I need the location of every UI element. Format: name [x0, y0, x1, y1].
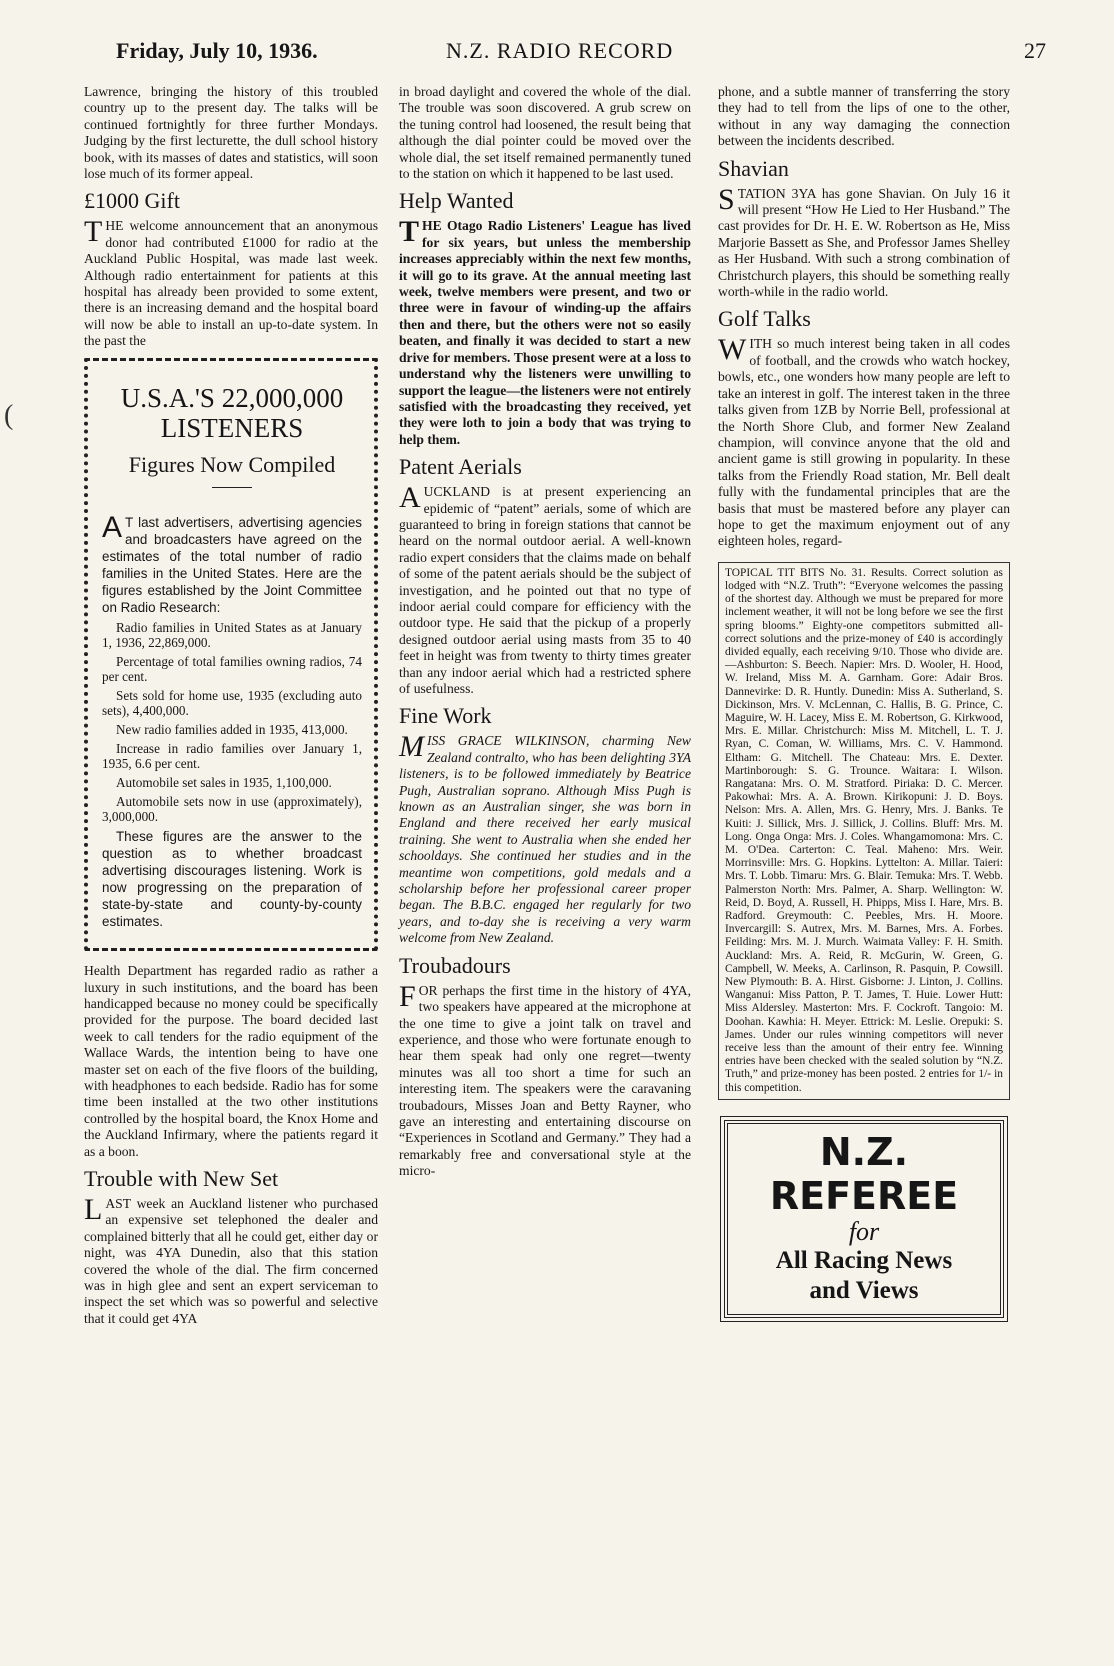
headline-patent: Patent Aerials — [399, 454, 522, 480]
article-paragraph: THE welcome announcement that an anonymous donor had contributed £1000 for radio at the Auckland Public Hospital, was made last week. Although radio entertainment for patients at this hospital has already been provided to some extent, there is an increasing demand and the hospital board will now be able to install an up-to-date system. In the past the — [84, 215, 378, 349]
article-paragraph: AUCKLAND is at present experiencing an epidemic of “patent” aerials, some of which are guaranteed to bring in foreign stations that cannot be heard on the normal outdoor aerial. A well-known radio expert considers that the claims made on behalf of some of the patent aerials should be the subject of investigation, and he pointed out that no type of indoor aerial could compare for efficiency with the outdoor type. He said that the pickup of a properly designed outdoor aerial using masts from 35 to 40 feet in height was from twenty to thirty times greater than any indoor aerial which had a restricted sphere of usefulness. — [399, 481, 691, 696]
headline-troubadours: Troubadours — [399, 952, 511, 978]
article-paragraph: phone, and a subtle manner of transferring the story they had to tell from the lips of one to the other, without in any way damaging the connection between the incidents described. — [718, 84, 1010, 149]
column-3 — [718, 84, 1010, 1318]
article-paragraph: LAST week an Auckland listener who purchased an expensive set telephoned the dealer and complained bitterly that all he could get, either day or night, was 4YA Dunedin, also that this station covered the whole of the dial. The firm concerned was in high glee and sent an expert serviceman to inspect the set which was so powerful and selective that it could get 4YA — [84, 1192, 378, 1326]
article-paragraph: in broad daylight and covered the whole of the dial. The trouble was soon discovered. A grub screw on the tuning control had loosened, the result being that although the dial pointer could be moved over the whole dial, the set itself remained permanently tuned to the station on which it happened to be last used. — [399, 84, 691, 182]
publication-title: N.Z. RADIO RECORD — [446, 38, 674, 63]
headline-gift: £1000 Gift — [84, 188, 180, 214]
divider — [212, 487, 252, 488]
column-1 — [84, 84, 378, 1331]
box-lead: AT last advertisers, advertising agencies and broadcasters have agreed on the estimates of the total number of radio families in the United States. Here are the figures established by the Joint Committee on Radio Research: — [102, 511, 362, 616]
headline-shavian: Shavian — [718, 155, 789, 181]
box-subtitle: Figures Now Compiled — [128, 451, 336, 477]
article-paragraph: FOR perhaps the first time in the history of 4YA, two speakers have appeared at the microphone at the one time to give a joint talk on travel and experience, and those who were fortunate enough to hear them speak had only one regret—twenty minutes was all too short a time for such an interesting item. The speakers were the caravaning troubadours, Misses Joan and Betty Rayner, who gave an interesting and entertaining discourse on “Experiences in Scotland and Germany.” They had a remarkably free and conversational style at the micro- — [399, 979, 691, 1179]
headline-trouble: Trouble with New Set — [84, 1165, 279, 1191]
box-closing: These figures are the answer to the question as to whether broadcast advertising discourages listening. Work is now progressing on the preparation of state-by-state and county-by-county estimates. — [102, 829, 362, 930]
box-figure: Automobile set sales in 1935, 1,100,000. — [116, 775, 332, 791]
tit-bits-results: TOPICAL TIT BITS No. 31. Results. Correct solution as lodged with “N.Z. Truth”: “Everyone welcomes the passing of the shortest day. Although we must be prepared for more inclement weather, it will not be long before we see the first spring blooms.” Eighty-one competitors submitted all-correct solutions and the prize-money of £40 is accordingly divided equally, each receiving 9/10. Those who divide are.—Ashburton: S. Beech. Napier: Mrs. D. Wooler, H. Hood, W. Ireland, Miss M. A. Garnham. Gore: Adair Bros. Dannevirke: D. R. Huntly. Dunedin: Miss A. Sutherland, S. Dickinson, Mrs. V. McLennan, C. Hallis, B. G. Prince, C. Maguire, W. H. Lacey, Miss E. M. Robertson, G. Kirkwood, Mrs. E. Millar. Christchurch: Miss M. Mitchell, L. T. J. Ryan, C. Coman, W. Williams, Mrs. C. V. Hammond. Eltham: G. Mitchell. The Chateau: Mrs. E. Dexter. Martinborough: S. G. Trounce. Waitara: I. Wilson. Rangatana: Mrs. O. M. Stratford. Piriaka: D. C. Mercer. Pakowhai: Mrs. A. A. Brown. Kirikopuni: J. D. Boys. Nelson: Mrs. A. Allen, Mrs. G. Henry, Mrs. J. Banks. Te Kuiti: J. Sillick, Mrs. J. Sillick, J. Collins. Bluff: Mrs. M. Long. Onga Onga: Mrs. J. Coles. Whangamomona: Mrs. C. M. O'Dea. Carterton: C. Teal. Maheno: Mrs. Weir. Morrinsville: Mrs. G. Hopkins. Lyttelton: A. Millar. Taieri: Mrs. T. Lobb. Timaru: Mrs. G. Blair. Temuka: Mrs. T. Webb. Palmerston North: Mrs. Palmer, A. Sharp. Wellington: W. Reid, D. Boyd, A. Russell, H. Phipps, Miss I. Hare, Mrs. B. Radford. Greymouth: C. Peebles, Mrs. H. Moore. Invercargill: S. Autrex, Mrs. M. Barnes, Mrs. A. Forbes. Feilding: Mrs. M. J. Murch. Waimata Valley: F. H. Smith. Auckland: Mrs. A. Reid, R. McGurin, W. Green, G. Campbell, W. Meeks, A. Carlinson, R. Pasquin, P. Cowsill. New Plymouth: B. A. Hirst. Gisborne: J. Linton, J. Collins. Wanganui: Miss Patton, P. T. James, T. Huie. Lower Hutt: Miss Aldersley. Masterton: Mrs. F. Cockroft. Tangoio: M. Doohan. Kawhia: H. Meyer. Ettrick: M. Leslie. Orepuki: S. James. Under our rules winning competitors will never receive less than the amount of their entry fee. Winning entries have been checked with the sealed solution by “N.Z. Truth,” and prize-money has been posted. 2 entries for 1/- in this competition. — [718, 562, 1010, 1100]
ad-line: All Racing News — [775, 1246, 953, 1274]
page-number: 27 — [1024, 38, 1046, 63]
headline-fine: Fine Work — [399, 703, 492, 729]
article-paragraph: Health Department has regarded radio as rather a luxury in such institutions, and the board has been handicapped because no money could be specifically provided for the purpose. The board decided last week to call tenders for the radio equipment of the Wallace Wards, the intention being to have one master set on each of the five floors of the building, with headphones to each bedside. Radio has for some time been installed at the two other institutions controlled by the hospital board, the Knox Home and the Auckland Infirmary, where the patients regard it as a boon. — [84, 963, 378, 1159]
article-paragraph: MISS GRACE WILKINSON, charming New Zealand contralto, who has been delighting 3YA listeners, is to be followed immediately by Beatrice Pugh, Australian soprano. Although Miss Pugh is known as an Australian singer, she was born in England and there received her early musical training. She went to Australia when she ended her schooldays. She continued her studies and in the meantime won competitions, gold medals and a scholarship before her professional career proper began. The B.B.C. engaged her regularly for two years, and to-day she is receiving a very warm welcome from New Zealand. — [399, 730, 691, 946]
column-2 — [399, 84, 691, 1184]
ad-brand: N.Z. REFEREE — [769, 1129, 959, 1218]
page-header — [116, 38, 1046, 68]
box-figure: Sets sold for home use, 1935 (excluding auto sets), 4,400,000. — [102, 688, 362, 719]
issue-date: Friday, July 10, 1936. — [116, 38, 318, 63]
listeners-box — [84, 358, 378, 951]
box-title: U.S.A.'S 22,000,000 LISTENERS — [120, 382, 344, 443]
article-paragraph: Lawrence, bringing the history of this troubled country up to the present day. The talks will be continued fortnightly for three further Mondays. Judging by the first lecturette, the dull school history book, with its masses of dates and statistics, will soon lose much of its former appeal. — [84, 84, 378, 182]
referee-advertisement — [724, 1120, 1004, 1318]
article-paragraph: THE Otago Radio Listeners' League has lived for six years, but unless the membership increases appreciably within the next few months, it will go to its grave. At the annual meeting last week, twelve members were present, and two or three were in favour of winding-up the affairs then and there, but the others were not so easily beaten, and finally it was decided to start a new drive for members. Those present were at a loss to understand why the listeners were unwilling to support the league—the listeners were not entirely satisfied with the broadcasting they received, yet they were loth to join a body that was trying to help them. — [399, 215, 691, 447]
article-paragraph: STATION 3YA has gone Shavian. On July 16 it will present “How He Lied to Her Husband.” The cast provides for Dr. H. E. W. Robertson as He, Miss Marjorie Bassett as She, and Professor James Shelley as Her Husband. With such a strong combination of Christchurch players, this should be something really worth-while in the radio world. — [718, 182, 1010, 300]
article-paragraph: WITH so much interest being taken in all codes of football, and the crowds who watch hockey, bowls, etc., one wonders how many people are left to take an interest in golf. The interest taken in the three talks given from 1ZB by Norrie Bell, professional at the North Shore Club, and former New Zealand champion, will convince anyone that the old and ancient game is still growing in popularity. In these talks from the Friendly Road station, Mr. Bell dealt fully with the fundamental principles that are the basis that must be mastered before any player can hope to get the maximum enjoyment out of any eighteen holes, regard- — [718, 333, 1010, 549]
headline-help: Help Wanted — [399, 188, 514, 214]
box-figure: Percentage of total families owning radios, 74 per cent. — [102, 654, 362, 685]
box-figure: New radio families added in 1935, 413,000. — [116, 722, 348, 738]
ad-for: for — [848, 1216, 880, 1246]
box-figure: Radio families in United States as at January 1, 1936, 22,869,000. — [102, 620, 362, 651]
margin-mark: ( — [4, 400, 14, 431]
headline-golf: Golf Talks — [718, 306, 811, 332]
box-figure: Increase in radio families over January 1, 1935, 6.6 per cent. — [102, 741, 362, 772]
box-figure: Automobile sets now in use (approximately), 3,000,000. — [102, 794, 362, 825]
ad-line: and Views — [809, 1276, 919, 1304]
